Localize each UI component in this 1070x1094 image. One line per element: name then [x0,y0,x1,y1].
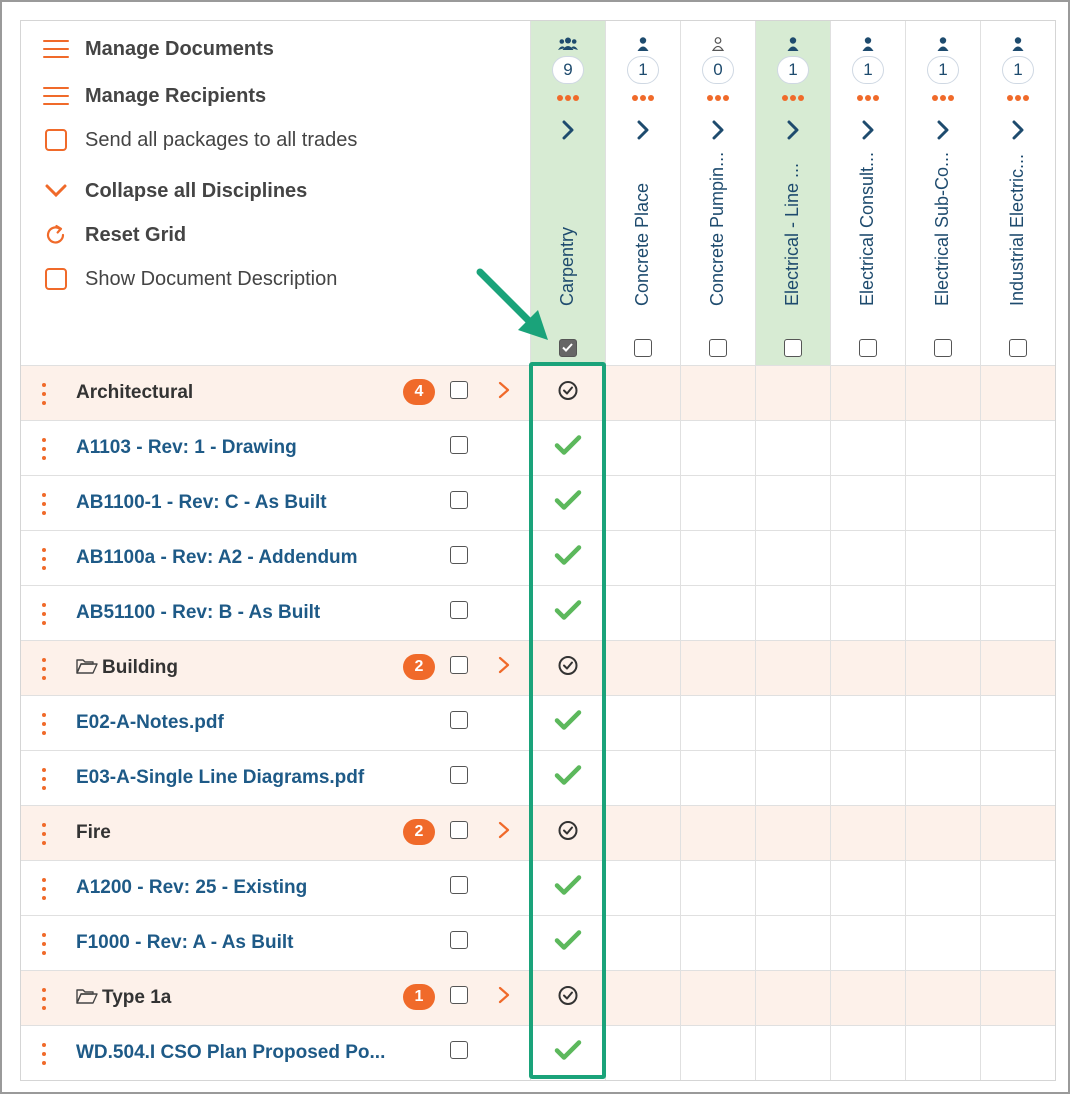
distribution-cell[interactable] [905,586,980,640]
reset-grid-label: Reset Grid [85,223,187,246]
distribution-cell[interactable] [680,861,755,915]
person-icon [633,37,653,51]
distribution-cell[interactable] [530,751,605,805]
distribution-cell[interactable] [755,366,830,420]
trade-column-label: Electrical Consult... [857,151,877,306]
distribution-cell[interactable] [905,916,980,970]
distribution-cell[interactable] [980,421,1055,475]
discipline-row [21,970,1055,1025]
more-options-icon[interactable] [932,95,954,101]
row-label: AB1100a - Rev: A2 - Addendum [76,547,358,568]
distribution-cell[interactable] [755,751,830,805]
column-select-checkbox[interactable] [1009,339,1027,357]
row-select-checkbox[interactable] [450,601,468,619]
distribution-cell[interactable] [905,696,980,750]
distribution-cell[interactable] [605,751,680,805]
distribution-cell[interactable] [980,366,1055,420]
distribution-cell[interactable] [830,1026,905,1080]
distribution-cell[interactable] [605,641,680,695]
distribution-cell[interactable] [680,971,755,1025]
distribution-cell[interactable] [905,531,980,585]
distribution-cell[interactable] [530,806,605,860]
show-description-item[interactable] [43,264,337,294]
distribution-cell[interactable] [605,971,680,1025]
document-link[interactable] [76,712,224,734]
document-row [21,530,1055,585]
distribution-cell[interactable] [755,861,830,915]
distribution-cell[interactable] [980,531,1055,585]
distribution-cell[interactable] [605,531,680,585]
more-options-icon[interactable] [857,95,879,101]
trade-column-label: Electrical - Line ... [782,162,802,306]
distribution-cell[interactable] [755,421,830,475]
manage-recipients-item[interactable] [43,81,266,111]
group-icon [558,37,578,51]
distribution-cell[interactable] [605,586,680,640]
person-icon [783,37,803,51]
distribution-cell[interactable] [830,751,905,805]
distribution-cell[interactable] [680,696,755,750]
discipline-name [76,657,178,679]
distribution-cell[interactable] [530,861,605,915]
document-row [21,475,1055,530]
document-count-badge: 4 [403,379,435,405]
row-menu-icon[interactable] [42,878,47,900]
trade-column-label: Carpentry [557,226,577,306]
expand-chevron-icon[interactable] [497,655,511,675]
row-label: Fire [76,822,111,843]
distribution-cell[interactable] [980,861,1055,915]
row-menu-icon[interactable] [42,658,47,680]
checkmark-icon [554,1040,582,1067]
distribution-cell[interactable] [680,806,755,860]
distribution-cell[interactable] [830,586,905,640]
document-row [21,860,1055,915]
trade-column-header [605,21,680,365]
distribution-cell[interactable] [605,1026,680,1080]
document-link[interactable] [76,602,320,624]
distribution-cell[interactable] [680,751,755,805]
more-options-icon[interactable] [557,95,579,101]
row-menu-icon[interactable] [42,493,47,515]
row-menu-icon[interactable] [42,933,47,955]
row-select-checkbox[interactable] [450,381,468,399]
distribution-cell[interactable] [530,366,605,420]
partial-check-icon [557,380,579,407]
distribution-cell[interactable] [680,531,755,585]
folder-open-icon [76,658,98,674]
document-link[interactable] [76,932,294,954]
distribution-cell[interactable] [755,971,830,1025]
distribution-cell[interactable] [905,1026,980,1080]
distribution-cell[interactable] [980,806,1055,860]
row-select-checkbox[interactable] [450,491,468,509]
send-all-label: Send all packages to all trades [85,128,358,151]
expand-chevron-icon[interactable] [497,820,511,840]
distribution-cell[interactable] [680,916,755,970]
row-menu-icon[interactable] [42,988,47,1010]
folder-open-icon [76,988,98,1004]
row-label: A1103 - Rev: 1 - Drawing [76,437,297,458]
reset-grid-item[interactable] [43,220,186,250]
distribution-cell[interactable] [830,531,905,585]
trade-column-header [905,21,980,365]
person-icon [933,37,953,51]
distribution-cell[interactable] [530,971,605,1025]
document-count-badge: 1 [403,984,435,1010]
discipline-name [76,822,111,844]
distribution-cell[interactable] [830,696,905,750]
checkmark-icon [554,545,582,572]
discipline-row [21,365,1055,420]
document-count-badge: 2 [403,819,435,845]
distribution-cell[interactable] [980,916,1055,970]
trade-column-header [680,21,755,365]
recipient-count-badge[interactable]: 0 [702,56,734,84]
distribution-cell[interactable] [605,696,680,750]
partial-check-icon [557,655,579,682]
recipient-count-badge[interactable]: 9 [552,56,584,84]
more-options-icon[interactable] [782,95,804,101]
distribution-cell[interactable] [530,586,605,640]
show-description-checkbox[interactable] [43,266,69,292]
distribution-cell[interactable] [755,586,830,640]
distribution-cell[interactable] [530,476,605,530]
row-menu-icon[interactable] [42,1043,47,1065]
more-options-icon[interactable] [1007,95,1029,101]
row-label: E02-A-Notes.pdf [76,712,224,733]
distribution-cell[interactable] [830,366,905,420]
row-menu-icon[interactable] [42,713,47,735]
menu-icon [43,83,69,109]
more-options-icon[interactable] [632,95,654,101]
column-select-checkbox[interactable] [634,339,652,357]
column-select-checkbox[interactable] [859,339,877,357]
distribution-cell[interactable] [605,806,680,860]
send-all-checkbox[interactable] [43,127,69,153]
collapse-all-item[interactable] [43,176,307,206]
recipient-count-badge[interactable]: 1 [1002,56,1034,84]
trade-column-header [830,21,905,365]
distribution-cell[interactable] [680,586,755,640]
distribution-cell[interactable] [605,916,680,970]
distribution-cell[interactable] [980,641,1055,695]
distribution-cell[interactable] [830,861,905,915]
row-select-checkbox[interactable] [450,436,468,454]
trade-column-label: Electrical Sub-Co... [932,151,952,306]
send-all-packages-item[interactable] [43,125,357,155]
row-select-checkbox[interactable] [450,876,468,894]
more-options-icon[interactable] [707,95,729,101]
distribution-cell[interactable] [755,1026,830,1080]
document-row [21,695,1055,750]
row-label: A1200 - Rev: 25 - Existing [76,877,308,898]
distribution-cell[interactable] [530,641,605,695]
row-label: WD.504.I CSO Plan Proposed Po... [76,1042,386,1063]
distribution-cell[interactable] [905,366,980,420]
distribution-cell[interactable] [530,531,605,585]
manage-recipients-label: Manage Recipients [85,84,267,107]
row-menu-icon[interactable] [42,383,47,405]
row-select-checkbox[interactable] [450,931,468,949]
discipline-name [76,987,171,1009]
row-menu-icon[interactable] [42,823,47,845]
row-label: AB1100-1 - Rev: C - As Built [76,492,327,513]
document-link[interactable] [76,437,297,459]
manage-documents-item[interactable] [43,34,274,64]
chevron-down-icon [43,178,69,204]
discipline-name [76,382,193,404]
recipient-count-badge[interactable]: 1 [627,56,659,84]
checkmark-icon [554,490,582,517]
distribution-cell[interactable] [980,476,1055,530]
row-select-checkbox[interactable] [450,546,468,564]
document-link[interactable] [76,1042,385,1064]
distribution-cell[interactable] [755,531,830,585]
distribution-cell[interactable] [905,641,980,695]
row-menu-icon[interactable] [42,768,47,790]
distribution-cell[interactable] [680,421,755,475]
column-select-checkbox[interactable] [709,339,727,357]
row-select-checkbox[interactable] [450,656,468,674]
distribution-cell[interactable] [755,806,830,860]
partial-check-icon [557,820,579,847]
distribution-cell[interactable] [680,641,755,695]
trade-column-label: Industrial Electric... [1007,153,1027,306]
recipient-count-badge[interactable]: 1 [777,56,809,84]
row-label: Building [102,657,178,678]
checkmark-icon [554,875,582,902]
column-select-checkbox[interactable] [934,339,952,357]
trade-column-header [530,21,605,365]
distribution-cell[interactable] [755,476,830,530]
expand-chevron-icon[interactable] [497,380,511,400]
checkmark-icon [554,930,582,957]
distribution-cell[interactable] [980,586,1055,640]
row-select-checkbox[interactable] [450,766,468,784]
distribution-cell[interactable] [980,696,1055,750]
person-icon [1008,37,1028,51]
discipline-row [21,640,1055,695]
trade-column-label: Concrete Pumpin... [707,151,727,306]
row-select-checkbox[interactable] [450,711,468,729]
checkmark-icon [554,710,582,737]
row-select-checkbox[interactable] [450,821,468,839]
distribution-cell[interactable] [530,696,605,750]
refresh-icon [43,222,69,248]
row-label: AB51100 - Rev: B - As Built [76,602,321,623]
partial-check-icon [557,985,579,1012]
document-link[interactable] [76,492,327,514]
document-row [21,750,1055,805]
distribution-cell[interactable] [830,421,905,475]
row-select-checkbox[interactable] [450,986,468,1004]
document-link[interactable] [76,877,307,899]
checkmark-icon [554,435,582,462]
row-label: Type 1a [102,987,172,1008]
expand-chevron-icon[interactable] [497,985,511,1005]
distribution-cell[interactable] [680,476,755,530]
row-label: F1000 - Rev: A - As Built [76,932,294,953]
column-select-checkbox[interactable] [559,339,577,357]
distribution-cell[interactable] [755,696,830,750]
distribution-cell[interactable] [905,806,980,860]
distribution-cell[interactable] [755,641,830,695]
distribution-cell[interactable] [905,476,980,530]
distribution-cell[interactable] [830,641,905,695]
document-count-badge: 2 [403,654,435,680]
person-icon [858,37,878,51]
show-description-label: Show Document Description [85,267,338,290]
distribution-cell[interactable] [605,421,680,475]
discipline-row [21,805,1055,860]
document-link[interactable] [76,767,364,789]
menu-icon [43,36,69,62]
distribution-cell[interactable] [680,366,755,420]
distribution-cell[interactable] [905,861,980,915]
document-link[interactable] [76,547,358,569]
column-select-checkbox[interactable] [784,339,802,357]
document-row [21,420,1055,475]
person-outline-icon [708,37,728,51]
row-menu-icon[interactable] [42,548,47,570]
recipient-count-badge[interactable]: 1 [927,56,959,84]
document-row [21,915,1055,970]
row-menu-icon[interactable] [42,438,47,460]
distribution-cell[interactable] [530,916,605,970]
distribution-cell[interactable] [980,751,1055,805]
trade-column-header [980,21,1055,365]
checkmark-icon [554,765,582,792]
distribution-cell[interactable] [905,971,980,1025]
distribution-cell[interactable] [905,751,980,805]
distribution-cell[interactable] [830,916,905,970]
trade-column-header [755,21,830,365]
recipient-count-badge[interactable]: 1 [852,56,884,84]
distribution-cell[interactable] [530,421,605,475]
distribution-cell[interactable] [605,366,680,420]
distribution-cell[interactable] [830,971,905,1025]
row-label: E03-A-Single Line Diagrams.pdf [76,767,365,788]
distribution-cell[interactable] [605,476,680,530]
row-menu-icon[interactable] [42,603,47,625]
distribution-cell[interactable] [680,1026,755,1080]
document-row [21,1025,1055,1080]
distribution-cell[interactable] [755,916,830,970]
distribution-cell[interactable] [905,421,980,475]
distribution-cell[interactable] [530,1026,605,1080]
distribution-cell[interactable] [605,861,680,915]
document-row [21,585,1055,640]
distribution-cell[interactable] [830,806,905,860]
checkmark-icon [554,600,582,627]
manage-documents-label: Manage Documents [85,37,274,60]
collapse-all-label: Collapse all Disciplines [85,179,308,202]
row-select-checkbox[interactable] [450,1041,468,1059]
distribution-cell[interactable] [980,1026,1055,1080]
distribution-cell[interactable] [830,476,905,530]
row-label: Architectural [76,382,194,403]
distribution-grid [20,20,1056,1081]
trade-column-label: Concrete Place [632,182,652,306]
distribution-cell[interactable] [980,971,1055,1025]
